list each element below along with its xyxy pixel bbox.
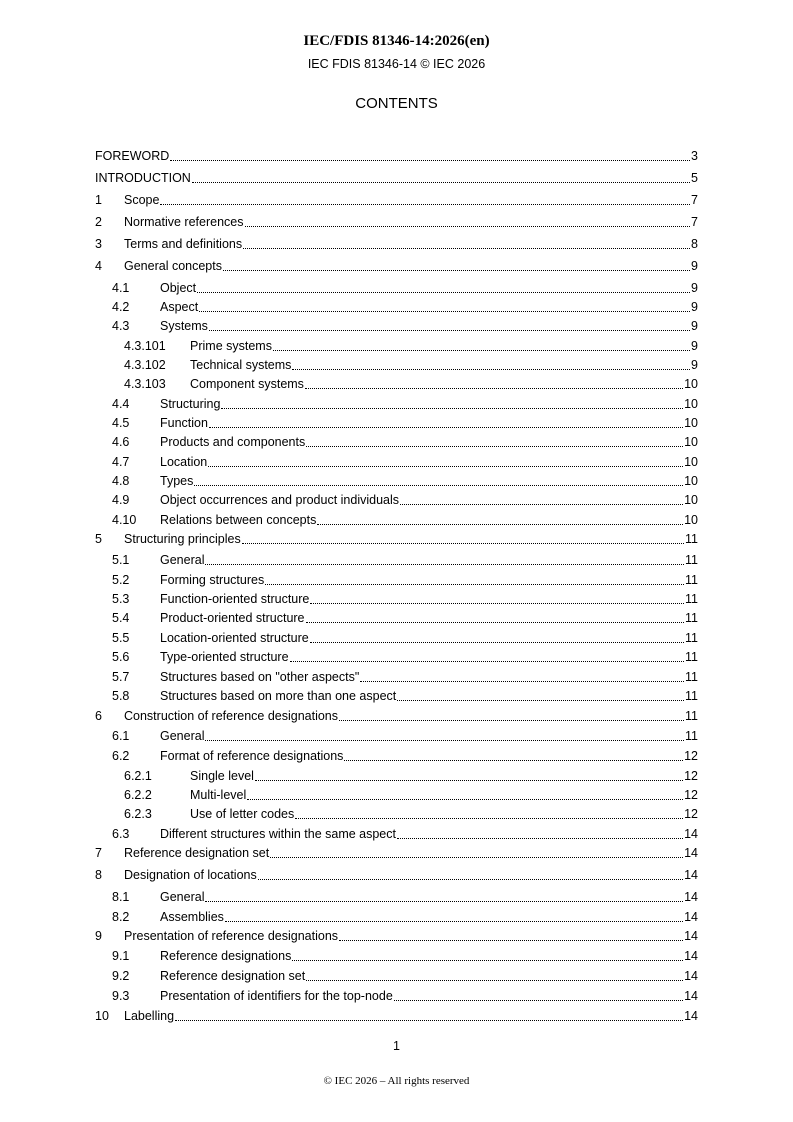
toc-entry[interactable] (95, 213, 698, 229)
toc-entry-number: 5.2 (112, 573, 130, 587)
toc-entry[interactable] (95, 472, 698, 488)
toc-leader-dots (339, 720, 684, 721)
toc-entry-title: Function (160, 416, 208, 430)
toc-entry-title: Scope (124, 193, 160, 207)
toc-leader-dots (258, 879, 683, 880)
toc-leader-dots (292, 960, 683, 961)
toc-leader-dots (306, 446, 683, 447)
toc-entry-title: Construction of reference designations (124, 709, 339, 723)
toc-entry-page: 10 (684, 513, 698, 527)
toc-entry-page: 9 (691, 300, 698, 314)
toc-entry-title: Types (160, 474, 194, 488)
toc-entry-title: Multi-level (190, 788, 247, 802)
toc-entry-title: Use of letter codes (190, 807, 295, 821)
toc-entry-page: 10 (684, 397, 698, 411)
toc-entry-page: 11 (685, 709, 698, 723)
toc-entry-page: 11 (685, 573, 698, 587)
toc-entry[interactable] (95, 747, 698, 763)
toc-leader-dots (205, 901, 683, 902)
toc-leader-dots (209, 427, 683, 428)
toc-entry-title: Presentation of reference designations (124, 929, 339, 943)
toc-leader-dots (243, 248, 690, 249)
toc-entry[interactable] (95, 629, 698, 645)
toc-entry-number: 4.3.101 (124, 339, 166, 353)
toc-entry-title: Object (160, 281, 197, 295)
toc-leader-dots (170, 160, 690, 161)
toc-entry-page: 14 (684, 1009, 698, 1023)
toc-entry[interactable] (95, 707, 698, 723)
toc-leader-dots (221, 408, 683, 409)
toc-entry-title: Format of reference designations (160, 749, 344, 763)
toc-leader-dots (160, 204, 690, 205)
toc-entry[interactable] (95, 491, 698, 507)
toc-entry-page: 9 (691, 319, 698, 333)
toc-leader-dots (270, 857, 683, 858)
toc-leader-dots (295, 818, 683, 819)
toc-entry-number: 4.1 (112, 281, 130, 295)
toc-leader-dots (292, 369, 690, 370)
toc-leader-dots (344, 760, 683, 761)
toc-entry-number: 4.3.103 (124, 377, 166, 391)
toc-entry-number: 8 (95, 868, 102, 882)
toc-entry-page: 10 (684, 416, 698, 430)
toc-entry-title: General (160, 553, 205, 567)
toc-leader-dots (208, 466, 683, 467)
toc-leader-dots (255, 780, 683, 781)
toc-entry-title: Aspect (160, 300, 199, 314)
toc-entry-number: 5.3 (112, 592, 130, 606)
toc-entry-number: 9 (95, 929, 102, 943)
toc-entry-title: Normative references (124, 215, 244, 229)
toc-entry-page: 11 (685, 611, 698, 625)
toc-entry-number: 8.2 (112, 910, 130, 924)
toc-entry-title: Reference designation set (124, 846, 270, 860)
toc-entry[interactable] (95, 257, 698, 273)
toc-entry-page: 10 (684, 435, 698, 449)
toc-entry-page: 14 (684, 846, 698, 860)
toc-entry-title: Object occurrences and product individuals (160, 493, 400, 507)
toc-entry-number: 4.10 (112, 513, 137, 527)
toc-leader-dots (197, 292, 690, 293)
toc-entry[interactable] (95, 888, 698, 904)
toc-entry-page: 14 (684, 969, 698, 983)
toc-entry-title: Single level (190, 769, 254, 783)
toc-entry[interactable] (95, 235, 698, 251)
toc-entry-page: 5 (691, 171, 698, 185)
toc-entry-title: Product-oriented structure (160, 611, 305, 625)
toc-leader-dots (205, 740, 684, 741)
toc-leader-dots (175, 1020, 683, 1021)
toc-entry-page: 10 (684, 493, 698, 507)
toc-entry-number: 2 (95, 215, 102, 229)
toc-entry-number: 4.2 (112, 300, 130, 314)
copyright-footer: © IEC 2026 – All rights reserved (323, 1075, 470, 1087)
toc-entry[interactable] (95, 967, 698, 983)
toc-leader-dots (192, 182, 690, 183)
toc-entry[interactable] (95, 590, 698, 606)
toc-entry-title: General (160, 890, 205, 904)
toc-entry-page: 14 (684, 910, 698, 924)
toc-leader-dots (339, 940, 683, 941)
toc-entry[interactable] (95, 530, 698, 546)
toc-entry[interactable] (95, 908, 698, 924)
toc-entry[interactable] (95, 571, 698, 587)
toc-entry-page: 12 (684, 749, 698, 763)
toc-entry[interactable] (95, 191, 698, 207)
toc-entry-page: 11 (685, 729, 698, 743)
page-number: 1 (393, 1039, 400, 1053)
toc-entry-number: 5.5 (112, 631, 130, 645)
toc-entry-number: 5.4 (112, 611, 130, 625)
toc-entry-page: 14 (684, 989, 698, 1003)
toc-entry-title: Presentation of identifiers for the top-node (160, 989, 393, 1003)
toc-entry-page: 10 (684, 377, 698, 391)
toc-entry[interactable] (95, 279, 698, 295)
toc-entry-page: 9 (691, 259, 698, 273)
toc-entry-title: Component systems (190, 377, 304, 391)
toc-leader-dots (310, 642, 684, 643)
toc-leader-dots (317, 524, 683, 525)
toc-entry-page: 9 (691, 358, 698, 372)
toc-entry-title: General (160, 729, 205, 743)
toc-entry-page: 12 (684, 769, 698, 783)
toc-entry-title: Forming structures (160, 573, 265, 587)
toc-entry-number: 4.3 (112, 319, 130, 333)
toc-leader-dots (306, 622, 685, 623)
toc-leader-dots (242, 543, 684, 544)
toc-entry[interactable] (95, 298, 698, 314)
toc-entry-page: 12 (684, 807, 698, 821)
toc-entry-page: 10 (684, 474, 698, 488)
toc-entry-title: Designation of locations (124, 868, 257, 882)
toc-entry-number: 6.2.3 (124, 807, 152, 821)
toc-entry-number: 6.1 (112, 729, 130, 743)
toc-entry[interactable] (95, 927, 698, 943)
toc-entry[interactable] (95, 805, 698, 821)
toc-entry-title: INTRODUCTION (95, 171, 191, 185)
toc-entry-page: 14 (684, 929, 698, 943)
toc-leader-dots (397, 700, 684, 701)
toc-entry-title: Systems (160, 319, 208, 333)
toc-entry[interactable] (95, 687, 698, 703)
toc-entry-number: 1 (95, 193, 102, 207)
toc-entry-title: Prime systems (190, 339, 272, 353)
toc-entry[interactable] (95, 866, 698, 882)
toc-leader-dots (205, 564, 684, 565)
toc-entry-number: 4.6 (112, 435, 130, 449)
toc-entry-number: 6.2.1 (124, 769, 152, 783)
toc-entry-number: 9.3 (112, 989, 130, 1003)
toc-entry-title: Relations between concepts (160, 513, 317, 527)
toc-entry-page: 14 (684, 890, 698, 904)
toc-entry-title: Products and components (160, 435, 306, 449)
toc-leader-dots (397, 838, 683, 839)
toc-leader-dots (265, 584, 684, 585)
toc-leader-dots (400, 504, 683, 505)
toc-entry-number: 4.3.102 (124, 358, 166, 372)
toc-entry[interactable] (95, 395, 698, 411)
toc-entry[interactable] (95, 551, 698, 567)
toc-entry-number: 10 (95, 1009, 109, 1023)
toc-entry[interactable] (95, 844, 698, 860)
toc-leader-dots (245, 226, 691, 227)
toc-entry[interactable] (95, 169, 698, 185)
toc-entry[interactable] (95, 433, 698, 449)
toc-entry-title: Technical systems (190, 358, 292, 372)
toc-entry-number: 5.7 (112, 670, 130, 684)
toc-entry-page: 7 (691, 215, 698, 229)
toc-entry-page: 11 (685, 670, 698, 684)
toc-entry-page: 14 (684, 949, 698, 963)
toc-entry-page: 8 (691, 237, 698, 251)
toc-entry[interactable] (95, 375, 698, 391)
toc-entry-page: 7 (691, 193, 698, 207)
toc-entry-number: 6.2 (112, 749, 130, 763)
toc-entry[interactable] (95, 947, 698, 963)
toc-entry-number: 5.1 (112, 553, 130, 567)
toc-entry-page: 11 (685, 532, 698, 546)
toc-leader-dots (223, 270, 690, 271)
toc-leader-dots (305, 388, 683, 389)
toc-entry[interactable] (95, 825, 698, 841)
toc-entry-title: Reference designations (160, 949, 292, 963)
toc-entry-number: 6.3 (112, 827, 130, 841)
toc-entry-page: 14 (684, 827, 698, 841)
toc-entry-number: 4 (95, 259, 102, 273)
toc-entry[interactable] (95, 767, 698, 783)
toc-entry-page: 9 (691, 281, 698, 295)
toc-entry[interactable] (95, 648, 698, 664)
toc-entry-title: Assemblies (160, 910, 224, 924)
toc-entry-number: 6 (95, 709, 102, 723)
toc-entry-title: Function-oriented structure (160, 592, 310, 606)
toc-entry[interactable] (95, 987, 698, 1003)
toc-entry-number: 4.7 (112, 455, 130, 469)
toc-leader-dots (247, 799, 683, 800)
toc-entry-number: 7 (95, 846, 102, 860)
toc-entry-page: 10 (684, 455, 698, 469)
toc-entry-title: Structuring principles (124, 532, 241, 546)
toc-entry-page: 11 (685, 631, 698, 645)
toc-entry-page: 11 (685, 689, 698, 703)
toc-entry-title: Structuring (160, 397, 221, 411)
toc-leader-dots (194, 485, 683, 486)
toc-leader-dots (273, 350, 690, 351)
toc-entry-page: 11 (685, 553, 698, 567)
toc-entry-title: Location-oriented structure (160, 631, 309, 645)
toc-leader-dots (394, 1000, 683, 1001)
toc-entry[interactable] (95, 1007, 698, 1023)
toc-leader-dots (290, 661, 684, 662)
toc-entry-number: 9.1 (112, 949, 130, 963)
toc-entry-number: 6.2.2 (124, 788, 152, 802)
toc-entry-title: Structures based on more than one aspect (160, 689, 397, 703)
toc-entry[interactable] (95, 356, 698, 372)
toc-entry-page: 3 (691, 149, 698, 163)
toc-entry[interactable] (95, 786, 698, 802)
toc-entry-page: 12 (684, 788, 698, 802)
toc-entry-page: 11 (685, 650, 698, 664)
toc-entry-number: 5.6 (112, 650, 130, 664)
toc-entry[interactable] (95, 511, 698, 527)
toc-entry[interactable] (95, 668, 698, 684)
toc-leader-dots (225, 921, 683, 922)
toc-entry-title: Terms and definitions (124, 237, 243, 251)
toc-entry-number: 4.5 (112, 416, 130, 430)
toc-entry-number: 4.9 (112, 493, 130, 507)
toc-entry[interactable] (95, 317, 698, 333)
document-id-header: IEC/FDIS 81346-14:2026(en) (303, 33, 490, 49)
toc-leader-dots (360, 681, 684, 682)
toc-entry-title: Location (160, 455, 208, 469)
contents-title: CONTENTS (355, 95, 438, 112)
toc-entry-title: Reference designation set (160, 969, 306, 983)
toc-entry-number: 5 (95, 532, 102, 546)
toc-entry-title: General concepts (124, 259, 222, 273)
toc-entry-number: 8.1 (112, 890, 130, 904)
toc-entry[interactable] (95, 609, 698, 625)
toc-entry-number: 3 (95, 237, 102, 251)
toc-leader-dots (310, 603, 684, 604)
toc-entry[interactable] (95, 453, 698, 469)
toc-entry[interactable] (95, 414, 698, 430)
toc-entry-title: Different structures within the same aspect (160, 827, 396, 841)
document-sub-header: IEC FDIS 81346-14 © IEC 2026 (307, 57, 486, 71)
toc-entry-number: 4.8 (112, 474, 130, 488)
toc-entry-title: Labelling (124, 1009, 175, 1023)
toc-entry-title: Structures based on "other aspects" (160, 670, 360, 684)
toc-entry[interactable] (95, 727, 698, 743)
toc-entry[interactable] (95, 337, 698, 353)
toc-entry-title: Type-oriented structure (160, 650, 289, 664)
toc-entry-number: 4.4 (112, 397, 130, 411)
toc-entry-number: 5.8 (112, 689, 130, 703)
toc-entry-page: 11 (685, 592, 698, 606)
toc-leader-dots (306, 980, 683, 981)
toc-entry-number: 9.2 (112, 969, 130, 983)
toc-leader-dots (209, 330, 690, 331)
toc-entry[interactable] (95, 147, 698, 163)
toc-entry-title: FOREWORD (95, 149, 170, 163)
toc-entry-page: 14 (684, 868, 698, 882)
toc-leader-dots (199, 311, 690, 312)
toc-entry-page: 9 (691, 339, 698, 353)
